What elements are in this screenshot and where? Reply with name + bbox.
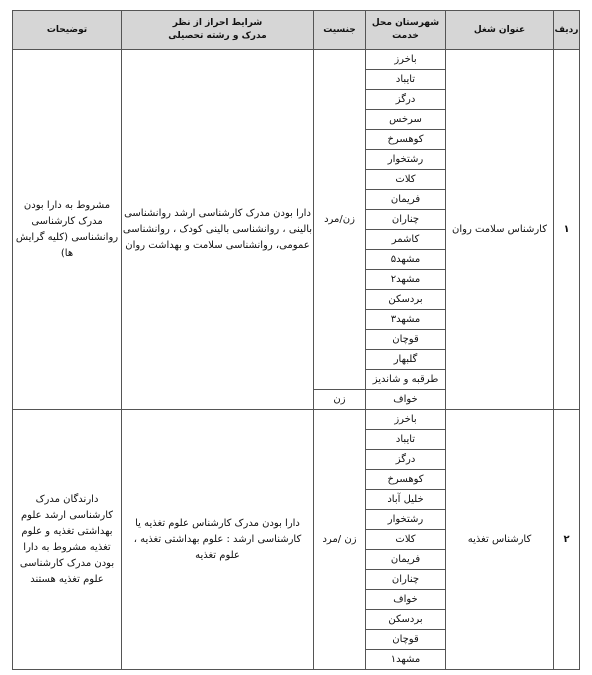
city-cell: مشهد۳ [366, 310, 446, 330]
city-cell: کوهسرخ [366, 130, 446, 150]
city-cell: رشتخوار [366, 510, 446, 530]
header-conditions-line2: مدرک و رشته تحصیلی [168, 31, 267, 41]
city-cell: باخرز [366, 50, 446, 70]
city-cell: چناران [366, 210, 446, 230]
header-conditions [122, 11, 314, 50]
city-cell: فریمان [366, 190, 446, 210]
city-cell: بردسکن [366, 610, 446, 630]
header-job-title: عنوان شغل [446, 11, 554, 50]
city-cell: تایباد [366, 430, 446, 450]
city-cell: کلات [366, 530, 446, 550]
header-conditions-line1: شرایط احراز از نظر [172, 18, 263, 28]
table-row [13, 50, 580, 70]
city-cell: باخرز [366, 410, 446, 430]
city-cell: قوچان [366, 330, 446, 350]
city-cell: درگز [366, 90, 446, 110]
notes-cell: مشروط به دارا بودن مدرک کارشناسی روانشناسی (کلیه گرایش ها) [13, 50, 122, 410]
gender-cell: زن /مرد [314, 410, 366, 670]
city-cell: مشهد۲ [366, 270, 446, 290]
header-gender: جنسیت [314, 11, 366, 50]
header-row-number: ردیف [554, 11, 580, 50]
city-cell: طرقبه و شاندیز [366, 370, 446, 390]
conditions-cell: دارا بودن مدرک کارشناسی ارشد روانشناسی بالینی ، روانشناسی بالینی کودک ، روانشناسی عمومی، روانشناسی سلامت و بهداشت روان [122, 50, 314, 410]
city-cell: کوهسرخ [366, 470, 446, 490]
city-cell: خلیل آباد [366, 490, 446, 510]
row-number: ۲ [554, 410, 580, 670]
table-row [13, 410, 580, 430]
job-title: کارشناس سلامت روان [446, 50, 554, 410]
city-cell: خواف [366, 590, 446, 610]
city-cell: درگز [366, 450, 446, 470]
header-row [13, 11, 580, 50]
city-cell: چناران [366, 570, 446, 590]
header-notes: توضیحات [13, 11, 122, 50]
city-cell: فریمان [366, 550, 446, 570]
header-city: شهرستان محل خدمت [366, 11, 446, 50]
city-cell: گلبهار [366, 350, 446, 370]
job-title: کارشناس تغذیه [446, 410, 554, 670]
notes-cell: دارندگان مدرک کارشناسی ارشد علوم بهداشتی تغذیه و علوم تغذیه مشروط به دارا بودن مدرک کارشناسی علوم تغذیه هستند [13, 410, 122, 670]
city-cell: کاشمر [366, 230, 446, 250]
gender-cell: زن/مرد [314, 50, 366, 390]
row-number: ۱ [554, 50, 580, 410]
city-cell: قوچان [366, 630, 446, 650]
city-cell: مشهد۵ [366, 250, 446, 270]
city-cell: کلات [366, 170, 446, 190]
city-cell: سرخس [366, 110, 446, 130]
conditions-cell: دارا بودن مدرک کارشناس علوم تغذیه یا کارشناسی ارشد : علوم بهداشتی تغذیه ، علوم تغذیه [122, 410, 314, 670]
city-cell: بردسکن [366, 290, 446, 310]
gender-cell-extra: زن [314, 390, 366, 410]
city-cell: رشتخوار [366, 150, 446, 170]
city-cell: مشهد۱ [366, 650, 446, 670]
city-cell: خواف [366, 390, 446, 410]
city-cell: تایباد [366, 70, 446, 90]
job-table [12, 10, 580, 670]
